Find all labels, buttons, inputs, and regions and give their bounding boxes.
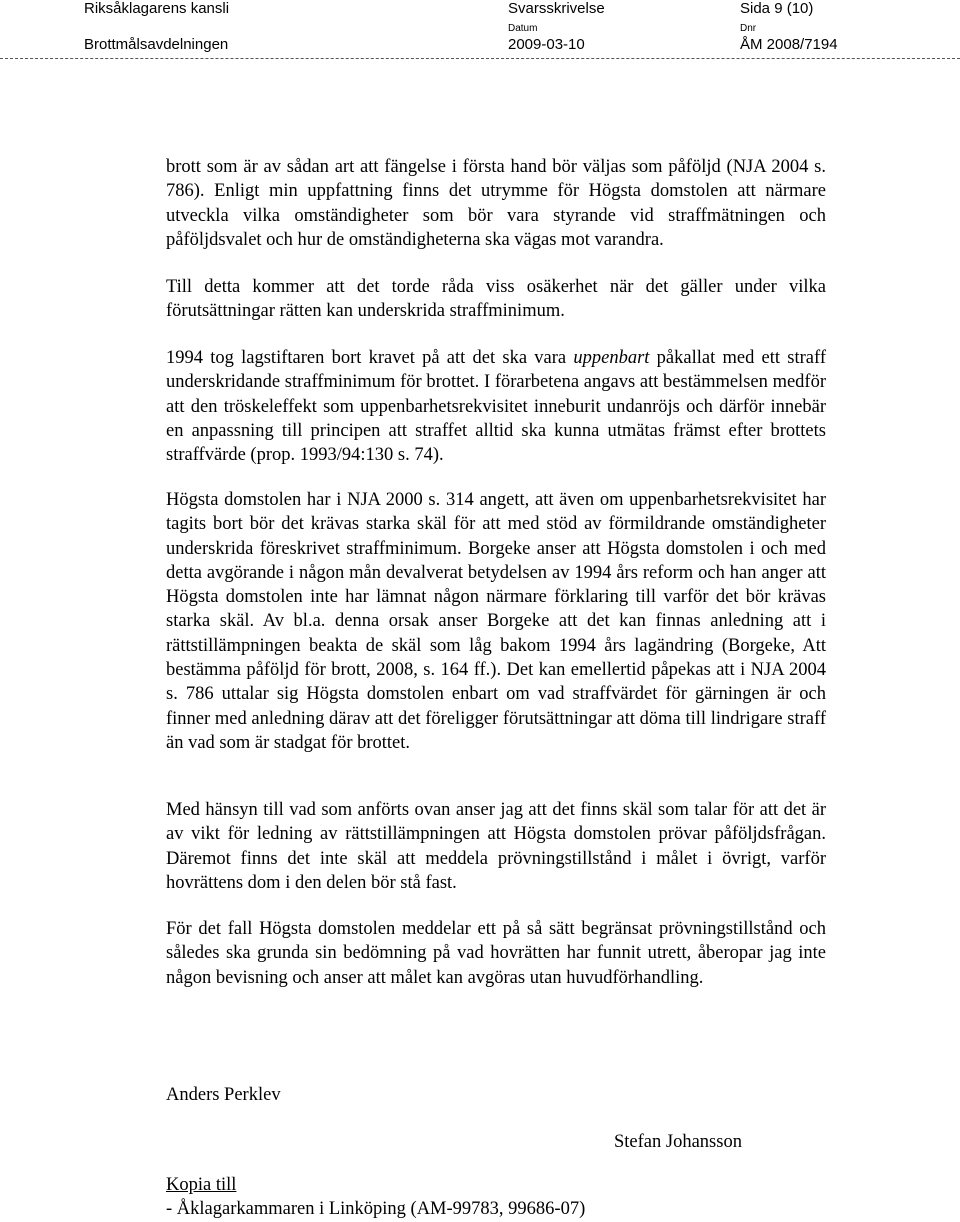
paragraph-4: Högsta domstolen har i NJA 2000 s. 314 angett, att även om uppenbarhetsrekvisitet har tagits bort bör det krävas starka skäl för att med stöd av förmildrande omständigheter underskrida föreskrivet straffminimum. Borgeke anser att Högsta domstolen i och med detta avgörande i någon mån devalverat betydelsen av 1994 års reform och han anger att Högsta domstolen inte har lämnat någon närmare förklaring till varför det bör krävas starka skäl. Av bl.a. denna orsak anser Borgeke att det kan finnas anledning att i rättstillämpningen beakta de skäl som låg bakom 1994 års lagändring (Borgeke, Att bestämma påföljd för brott, 2008, s. 164 ff.). Det kan emellertid påpekas att i NJA 2004 s. 786 uttalar sig Högsta domstolen enbart om vad straffvärdet för gärningen är och finner med anledning därav att det föreligger förutsättningar att döma till lindrigare straff än vad som är stadgat för brottet.: [166, 490, 826, 753]
header-dnr: ÅM 2008/7194: [740, 36, 838, 53]
paragraph-1: brott som är av sådan art att fängelse i första hand bör väljas som påföljd (NJA 2004 s. 786). Enligt min uppfattning finns det utrymme för Högsta domstolen att närmare utveckla vilka omständigheter som bör vara styrande vid straffmätningen och påföljdsvalet och hur de omständigheterna ska vägas mot varandra.: [166, 157, 826, 250]
header-divider: [0, 58, 960, 59]
copy-to-heading: Kopia till: [166, 1175, 237, 1195]
header-org: Riksåklagarens kansli: [84, 0, 230, 17]
signature-anders-perklev: Anders Perklev: [166, 1085, 281, 1105]
header-date-label: Datum: [508, 23, 538, 34]
header-page-number: Sida 9 (10): [740, 0, 814, 17]
copy-recipient: - Åklagarkammaren i Linköping (AM-99783, 99686-07): [166, 1199, 586, 1219]
emphasis-uppenbart: uppenbart: [573, 348, 650, 368]
paragraph-2: Till detta kommer att det torde råda viss osäkerhet när det gäller under vilka förutsättningar rätten kan underskrida straffminimum.: [166, 277, 826, 322]
header-date: 2009-03-10: [508, 36, 585, 53]
paragraph-6: För det fall Högsta domstolen meddelar ett på så sätt begränsat prövningstillstånd och således ska grunda sin bedömning på vad hovrätten har funnit utrett, åberopar jag inte någon bevisning och anser att målet kan avgöras utan huvudförhandling.: [166, 919, 826, 988]
paragraph-3: 1994 tog lagstiftaren bort kravet på att det ska vara uppenbart påkallat med ett straff underskridande straffminimum för brottet. I förarbetena angavs att bestämmelsen medför att den tröskeleffekt som uppenbarhetsrekvisitet inneburit undanröjs och därför innebär en anpassning till principen att straffet alltid ska kunna utmätas främst efter brottets straffvärde (prop. 1993/94:130 s. 74).: [166, 348, 826, 466]
paragraph-5: Med hänsyn till vad som anförts ovan anser jag att det finns skäl som talar för att det är av vikt för ledning av rättstillämpningen att Högsta domstolen prövar påföljdsfrågan. Däremot finns det inte skäl att meddela prövningstillstånd i målet i övrigt, varför hovrättens dom i den delen bör stå fast.: [166, 800, 826, 893]
header-dept: Brottmålsavdelningen: [84, 36, 229, 53]
signature-stefan-johansson: Stefan Johansson: [614, 1132, 742, 1152]
header-dnr-label: Dnr: [740, 23, 757, 34]
header-doc-type: Svarsskrivelse: [508, 0, 605, 17]
